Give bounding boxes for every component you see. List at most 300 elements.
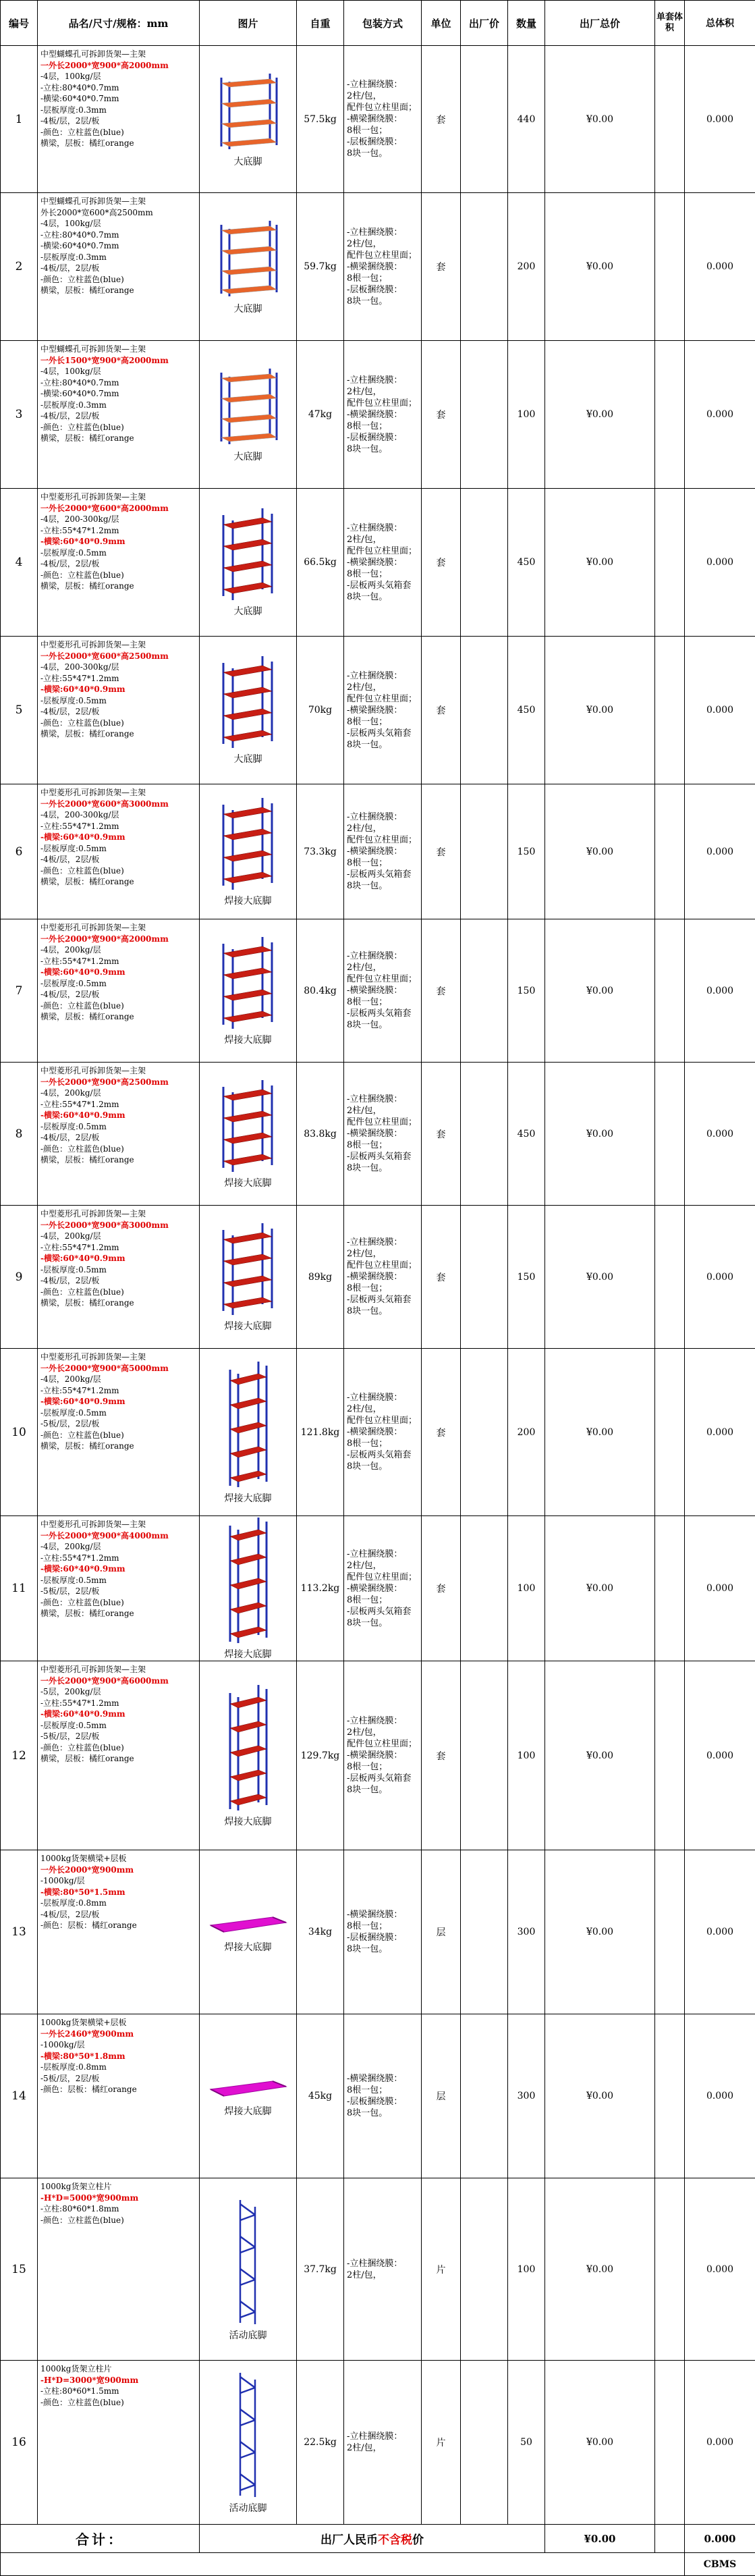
cell-image — [200, 784, 297, 919]
cell-factory-price — [461, 341, 508, 489]
packing-line: 8根一包； — [347, 717, 387, 727]
cell-spec — [38, 2361, 200, 2525]
cell-no: 2 — [1, 193, 38, 341]
cell-weight: 73.3kg — [297, 784, 344, 919]
cell-spec — [38, 919, 200, 1063]
cell-image — [200, 1850, 297, 2014]
spec-line: 中型菱形孔可拆卸货架—主架 — [40, 1665, 146, 1674]
table-row — [1, 2361, 755, 2525]
cell-unit-vol — [655, 1661, 685, 1850]
diamond-rack-icon — [218, 1222, 279, 1316]
spec-line: 横梁，层板：橘红orange — [40, 138, 134, 148]
packing-line: 2柱/包， — [347, 387, 382, 397]
spec-line: -横梁:60*40*0.7mm — [40, 241, 119, 250]
cell-image — [200, 2014, 297, 2178]
header-row — [1, 1, 755, 46]
spec-line: 横梁，层板：橘红orange — [40, 286, 134, 295]
cell-total-vol: 0.000 — [685, 46, 755, 193]
packing-line: -层板捆绕膜： — [347, 2097, 402, 2107]
spec-line: -横梁:60*40*0.9mm — [40, 685, 125, 694]
spec-line: -4层，100kg/层 — [40, 219, 101, 228]
cell-packing — [344, 489, 422, 637]
header-spec: 品名/尺寸/规格：mm — [38, 1, 200, 46]
cell-total: ¥0.00 — [545, 489, 655, 637]
packing-line: 配件包立柱里面； — [347, 250, 417, 261]
footer-row — [1, 2553, 755, 2576]
packing-line: -层板两头気箱套 — [347, 581, 411, 591]
cell-qty: 300 — [508, 1850, 545, 2014]
packing-line: -层板捆绕膜： — [347, 285, 402, 295]
spec-line: -4层，200kg/层 — [40, 1231, 101, 1241]
cell-unit: 套 — [422, 637, 461, 784]
spec-line: 横梁，层板：橘红orange — [40, 581, 134, 591]
butterfly-rack-icon — [215, 71, 282, 152]
cell-weight: 83.8kg — [297, 1063, 344, 1206]
packing-line: 配件包立柱里面； — [347, 974, 417, 984]
spec-line: -5层，200kg/层 — [40, 1687, 101, 1696]
spec-line: -层板厚度:0.5mm — [40, 844, 107, 853]
packing-line: -层板两头気箱套 — [347, 1295, 411, 1305]
spec-line: 一外长2000*宽900*高2000mm — [40, 934, 169, 944]
spec-line: -H*D=3000*宽900mm — [40, 2376, 138, 2385]
packing-line: 配件包立柱里面； — [347, 1416, 417, 1426]
spec-line: -层板厚度:0.5mm — [40, 1576, 107, 1585]
spec-line: 横梁，层板：橘红orange — [40, 1155, 134, 1164]
cell-unit: 套 — [422, 489, 461, 637]
packing-line: 8块一包。 — [347, 2108, 387, 2118]
cell-factory-price — [461, 1850, 508, 2014]
cell-total: ¥0.00 — [545, 2014, 655, 2178]
image-caption: 焊接大底脚 — [200, 2104, 296, 2118]
spec-line: -4板/层，2层/板 — [40, 1910, 99, 1919]
image-caption: 大底脚 — [200, 604, 296, 618]
spec-line: -颜色：立柱蓝色(blue) — [40, 570, 124, 580]
packing-line: -层板两头気箱套 — [347, 869, 411, 880]
packing-line: -层板捆绕膜： — [347, 1933, 402, 1943]
spec-line: 中型蝴蝶孔可拆卸货架—主架 — [40, 49, 146, 59]
packing-line: -立柱捆绕膜： — [347, 523, 402, 533]
cell-weight: 47kg — [297, 341, 344, 489]
image-caption: 焊接大底脚 — [200, 1319, 296, 1333]
packing-line: 8块一包。 — [347, 881, 387, 891]
packing-line: 配件包立柱里面； — [347, 546, 417, 556]
packing-line: -层板两头気箱套 — [347, 728, 411, 739]
cell-weight: 57.5kg — [297, 46, 344, 193]
cell-no: 11 — [1, 1516, 38, 1661]
spec-line: 一外长2000*宽600*高2500mm — [40, 651, 169, 661]
header-image: 图片 — [200, 1, 297, 46]
cell-unit: 片 — [422, 2178, 461, 2361]
cell-image — [200, 2361, 297, 2525]
cell-packing — [344, 46, 422, 193]
table-row — [1, 1349, 755, 1516]
beam-deck-icon — [208, 1910, 289, 1937]
cell-unit: 层 — [422, 1850, 461, 2014]
cell-unit: 套 — [422, 784, 461, 919]
cell-image — [200, 1516, 297, 1661]
tall-rack-icon — [225, 1516, 272, 1644]
spec-line: -立柱:55*47*1.2mm — [40, 957, 119, 966]
header-total-vol: 总体积 — [685, 1, 755, 46]
cell-unit: 层 — [422, 2014, 461, 2178]
packing-line: 8块一包。 — [347, 740, 387, 750]
cell-qty: 150 — [508, 1206, 545, 1349]
cell-total-vol: 0.000 — [685, 1850, 755, 2014]
cell-weight: 22.5kg — [297, 2361, 344, 2525]
cell-total-vol: 0.000 — [685, 2014, 755, 2178]
cell-factory-price — [461, 2178, 508, 2361]
cell-weight: 37.7kg — [297, 2178, 344, 2361]
packing-line: -层板两头気箱套 — [347, 1009, 411, 1019]
packing-line: 8块一包。 — [347, 296, 387, 306]
cell-weight: 59.7kg — [297, 193, 344, 341]
spec-line: -颜色：立柱蓝色(blue) — [40, 1743, 124, 1752]
summary-total-vol: 0.000 — [685, 2525, 755, 2553]
cell-packing — [344, 193, 422, 341]
packing-line: -层板两头気箱套 — [347, 1607, 411, 1617]
table-row — [1, 919, 755, 1063]
cell-qty: 100 — [508, 1661, 545, 1850]
cell-qty: 150 — [508, 919, 545, 1063]
packing-line: -立柱捆绕膜： — [347, 375, 402, 385]
table-row — [1, 1063, 755, 1206]
cell-unit: 套 — [422, 1661, 461, 1850]
cell-factory-price — [461, 1516, 508, 1661]
spec-line: -4层，100kg/层 — [40, 72, 101, 81]
packing-line: -横梁捆绕膜： — [347, 986, 402, 996]
image-caption: 焊接大底脚 — [200, 1940, 296, 1954]
cell-weight: 45kg — [297, 2014, 344, 2178]
spec-line: -4板/层，2层/板 — [40, 707, 99, 716]
packing-line: 8块一包。 — [347, 1785, 387, 1795]
spec-line: -5板/层，2层/板 — [40, 2074, 99, 2083]
spec-line: -4板/层，2层/板 — [40, 1133, 99, 1142]
cell-packing — [344, 2014, 422, 2178]
spec-line: 一外长2000*宽900mm — [40, 1865, 134, 1875]
cell-spec — [38, 193, 200, 341]
spec-line: -颜色：立柱蓝色(blue) — [40, 866, 124, 876]
cell-factory-price — [461, 46, 508, 193]
spec-line: -颜色：立柱蓝色(blue) — [40, 1287, 124, 1297]
cell-packing — [344, 1516, 422, 1661]
spec-line: 中型蝴蝶孔可拆卸货架—主架 — [40, 196, 146, 206]
image-caption: 焊接大底脚 — [200, 1033, 296, 1046]
header-weight: 自重 — [297, 1, 344, 46]
header-qty: 数量 — [508, 1, 545, 46]
packing-line: -横梁捆绕膜： — [347, 410, 402, 420]
cell-unit-vol — [655, 1349, 685, 1516]
cell-total-vol: 0.000 — [685, 2178, 755, 2361]
cell-qty: 300 — [508, 2014, 545, 2178]
packing-line: 8根一包； — [347, 569, 387, 579]
spec-line: 横梁，层板：橘红orange — [40, 1609, 134, 1618]
packing-line: 2柱/包， — [347, 682, 382, 693]
image-caption: 焊接大底脚 — [200, 1491, 296, 1505]
diamond-rack-icon — [218, 936, 279, 1030]
cell-packing — [344, 919, 422, 1063]
packing-line: -横梁捆绕膜： — [347, 1272, 402, 1282]
spec-line: 横梁，层板：橘红orange — [40, 433, 134, 443]
packing-line: 2柱/包， — [347, 239, 382, 249]
cell-factory-price — [461, 1349, 508, 1516]
spec-line: 横梁，层板：橘红orange — [40, 877, 134, 886]
cell-no: 13 — [1, 1850, 38, 2014]
header-unit: 单位 — [422, 1, 461, 46]
spec-line: 一外长2460*宽900mm — [40, 2029, 134, 2039]
spec-line: 中型菱形孔可拆卸货架—主架 — [40, 640, 146, 649]
spec-line: -4层，200-300kg/层 — [40, 514, 119, 524]
cell-weight: 121.8kg — [297, 1349, 344, 1516]
cell-qty: 450 — [508, 637, 545, 784]
packing-line: -层板两头気箱套 — [347, 1152, 411, 1162]
cell-packing — [344, 1206, 422, 1349]
cell-no: 16 — [1, 2361, 38, 2525]
table-row — [1, 341, 755, 489]
packing-line: 配件包立柱里面； — [347, 1260, 417, 1270]
image-caption: 活动底脚 — [200, 2501, 296, 2515]
cell-spec — [38, 784, 200, 919]
cell-no: 9 — [1, 1206, 38, 1349]
cell-packing — [344, 637, 422, 784]
table-row — [1, 1516, 755, 1661]
spec-line: -立柱:80*40*0.7mm — [40, 83, 119, 92]
spec-line: -4层，200kg/层 — [40, 1374, 101, 1384]
packing-line: -横梁捆绕膜： — [347, 2074, 402, 2084]
summary-text — [200, 2525, 545, 2553]
packing-line: 2柱/包， — [347, 1727, 382, 1738]
summary-text-red: 不含税 — [378, 2533, 412, 2547]
cell-total-vol: 0.000 — [685, 193, 755, 341]
cell-factory-price — [461, 2361, 508, 2525]
cell-spec — [38, 46, 200, 193]
cell-qty: 150 — [508, 784, 545, 919]
cell-unit: 片 — [422, 2361, 461, 2525]
cell-no: 6 — [1, 784, 38, 919]
spec-line: -颜色：立柱蓝色(blue) — [40, 1430, 124, 1440]
butterfly-rack-icon — [215, 218, 282, 299]
cell-no: 10 — [1, 1349, 38, 1516]
packing-line: 8块一包。 — [347, 1944, 387, 1954]
spec-line: -颜色：立柱蓝色(blue) — [40, 1144, 124, 1154]
header-packing: 包装方式 — [344, 1, 422, 46]
spec-line: 一外长1500*宽900*高2000mm — [40, 356, 169, 365]
cell-total-vol: 0.000 — [685, 637, 755, 784]
spec-line: -4板/层，2层/板 — [40, 116, 99, 126]
cell-unit-vol — [655, 46, 685, 193]
packing-line: -立柱捆绕膜： — [347, 1094, 402, 1104]
spec-line: -4板/层，2层/板 — [40, 855, 99, 864]
packing-line: -立柱捆绕膜： — [347, 951, 402, 961]
upright-frame-icon — [235, 2197, 262, 2326]
summary-text-after: 价 — [412, 2533, 424, 2547]
packing-line: 8根一包； — [347, 1921, 387, 1931]
cell-weight: 89kg — [297, 1206, 344, 1349]
packing-line: 8根一包； — [347, 2085, 387, 2095]
cell-total: ¥0.00 — [545, 784, 655, 919]
spec-line: -4板/层，2层/板 — [40, 559, 99, 568]
packing-line: 2柱/包， — [347, 1106, 382, 1116]
spec-line: -颜色：立柱蓝色(blue) — [40, 2216, 124, 2225]
diamond-rack-icon — [218, 1079, 279, 1173]
image-caption: 焊接大底脚 — [200, 1815, 296, 1828]
cell-unit-vol — [655, 193, 685, 341]
packing-line: 8块一包。 — [347, 1306, 387, 1316]
spec-line: -4层，200kg/层 — [40, 1088, 101, 1098]
packing-line: -立柱捆绕膜： — [347, 671, 402, 681]
cell-total: ¥0.00 — [545, 1206, 655, 1349]
spec-line: 中型菱形孔可拆卸货架—主架 — [40, 923, 146, 932]
cell-total: ¥0.00 — [545, 46, 655, 193]
packing-line: 配件包立柱里面； — [347, 1572, 417, 1582]
cell-packing — [344, 1661, 422, 1850]
tall-rack-icon — [225, 1684, 272, 1812]
table-row — [1, 1850, 755, 2014]
spec-line: -层板厚度:0.5mm — [40, 1122, 107, 1131]
packing-line: -横梁捆绕膜： — [347, 558, 402, 568]
cell-spec — [38, 341, 200, 489]
cell-image — [200, 1063, 297, 1206]
cell-total-vol: 0.000 — [685, 784, 755, 919]
cell-image — [200, 1349, 297, 1516]
cell-weight: 80.4kg — [297, 919, 344, 1063]
cell-qty: 100 — [508, 1516, 545, 1661]
spec-line: -颜色：立柱蓝色(blue) — [40, 275, 124, 284]
packing-line: 配件包立柱里面； — [347, 1739, 417, 1749]
spec-line: -立柱:55*47*1.2mm — [40, 526, 119, 535]
cell-unit: 套 — [422, 1206, 461, 1349]
cell-factory-price — [461, 784, 508, 919]
cell-packing — [344, 341, 422, 489]
cell-unit-vol — [655, 489, 685, 637]
cell-packing — [344, 784, 422, 919]
cell-unit: 套 — [422, 193, 461, 341]
packing-line: -立柱捆绕膜： — [347, 2259, 402, 2269]
cell-total: ¥0.00 — [545, 919, 655, 1063]
cell-total: ¥0.00 — [545, 1850, 655, 2014]
cell-total: ¥0.00 — [545, 1349, 655, 1516]
cell-factory-price — [461, 1206, 508, 1349]
spec-line: 一外长2000*宽900*高6000mm — [40, 1676, 169, 1686]
spec-line: -立柱:55*47*1.2mm — [40, 1553, 119, 1563]
spec-line: -1000kg/层 — [40, 1876, 85, 1885]
spec-line: -横梁:60*40*0.9mm — [40, 967, 125, 977]
spec-line: 一外长2000*宽900*高5000mm — [40, 1364, 169, 1373]
spec-line: -4层，200-300kg/层 — [40, 662, 119, 672]
spec-line: -颜色：立柱蓝色(blue) — [40, 718, 124, 728]
packing-line: 8块一包。 — [347, 1461, 387, 1472]
packing-line: -横梁捆绕膜： — [347, 1910, 402, 1920]
cell-unit-vol — [655, 341, 685, 489]
spec-line: 中型菱形孔可拆卸货架—主架 — [40, 1209, 146, 1218]
image-caption: 焊接大底脚 — [200, 1176, 296, 1189]
cell-total: ¥0.00 — [545, 2178, 655, 2361]
cell-total: ¥0.00 — [545, 341, 655, 489]
cell-no: 4 — [1, 489, 38, 637]
spec-line: -层板厚度:0.5mm — [40, 696, 107, 705]
cell-qty: 450 — [508, 489, 545, 637]
cell-image — [200, 46, 297, 193]
cell-image — [200, 2178, 297, 2361]
diamond-rack-icon — [218, 655, 279, 749]
cell-total-vol: 0.000 — [685, 2361, 755, 2525]
cell-no: 8 — [1, 1063, 38, 1206]
cell-image — [200, 489, 297, 637]
spec-line: 1000kg货架立柱片 — [40, 2182, 112, 2191]
spec-line: -层板厚度:0.8mm — [40, 2062, 107, 2072]
cell-qty: 440 — [508, 46, 545, 193]
header-total: 出厂总价 — [545, 1, 655, 46]
cell-unit: 套 — [422, 1063, 461, 1206]
cell-unit-vol — [655, 2361, 685, 2525]
packing-line: 2柱/包， — [347, 2270, 382, 2280]
packing-line: -立柱捆绕膜： — [347, 1549, 402, 1559]
spec-line: -立柱:80*60*1.8mm — [40, 2204, 119, 2213]
packing-line: 2柱/包， — [347, 535, 382, 545]
cell-spec — [38, 2014, 200, 2178]
cell-image — [200, 1661, 297, 1850]
cell-factory-price — [461, 1063, 508, 1206]
cell-image — [200, 919, 297, 1063]
summary-text-before: 出厂人民币 — [320, 2533, 378, 2547]
packing-line: -层板两头気箱套 — [347, 1450, 411, 1460]
table-row — [1, 784, 755, 919]
spec-line: 中型蝴蝶孔可拆卸货架—主架 — [40, 344, 146, 354]
packing-line: -立柱捆绕膜： — [347, 1237, 402, 1247]
spec-line: -颜色：立柱蓝色(blue) — [40, 423, 124, 432]
image-caption: 活动底脚 — [200, 2328, 296, 2342]
cell-total: ¥0.00 — [545, 637, 655, 784]
spec-line: 一外长2000*宽900*高4000mm — [40, 1531, 169, 1540]
table-row — [1, 193, 755, 341]
cell-total: ¥0.00 — [545, 2361, 655, 2525]
packing-line: -横梁捆绕膜： — [347, 1427, 402, 1437]
spec-line: -5板/层，2层/板 — [40, 1419, 99, 1428]
cell-packing — [344, 2178, 422, 2361]
spec-line: -层板厚度:0.3mm — [40, 105, 107, 115]
packing-line: -层板捆绕膜： — [347, 433, 402, 443]
spec-line: 横梁，层板：橘红orange — [40, 1754, 134, 1763]
cell-total-vol: 0.000 — [685, 919, 755, 1063]
spec-line: -4层，200kg/层 — [40, 945, 101, 955]
butterfly-rack-icon — [215, 366, 282, 447]
packing-line: 8块一包。 — [347, 592, 387, 602]
cell-packing — [344, 1063, 422, 1206]
spec-line: -立柱:55*47*1.2mm — [40, 674, 119, 683]
summary-label: 合计： — [1, 2525, 200, 2553]
packing-line: -立柱捆绕膜： — [347, 1716, 402, 1726]
cell-weight: 66.5kg — [297, 489, 344, 637]
spec-line: 横梁，层板：橘红orange — [40, 1298, 134, 1308]
footer-code: CBMS — [685, 2553, 755, 2576]
spec-line: 中型菱形孔可拆卸货架—主架 — [40, 492, 146, 502]
spec-line: -层板厚度:0.5mm — [40, 1408, 107, 1418]
cell-total: ¥0.00 — [545, 1661, 655, 1850]
cell-unit: 套 — [422, 1516, 461, 1661]
spec-line: -层板厚度:0.8mm — [40, 1898, 107, 1908]
packing-line: -层板两头気箱套 — [347, 1773, 411, 1783]
packing-line: 8块一包。 — [347, 444, 387, 454]
spec-line: -层板厚度:0.5mm — [40, 979, 107, 988]
cell-qty: 200 — [508, 193, 545, 341]
cell-spec — [38, 1516, 200, 1661]
packing-line: -横梁捆绕膜： — [347, 114, 402, 124]
cell-qty: 450 — [508, 1063, 545, 1206]
packing-line: 8根一包； — [347, 1283, 387, 1293]
spec-line: -立柱:80*60*1.5mm — [40, 2386, 119, 2396]
packing-line: 8根一包； — [347, 1595, 387, 1605]
packing-line: 8根一包； — [347, 997, 387, 1007]
cell-unit-vol — [655, 2014, 685, 2178]
